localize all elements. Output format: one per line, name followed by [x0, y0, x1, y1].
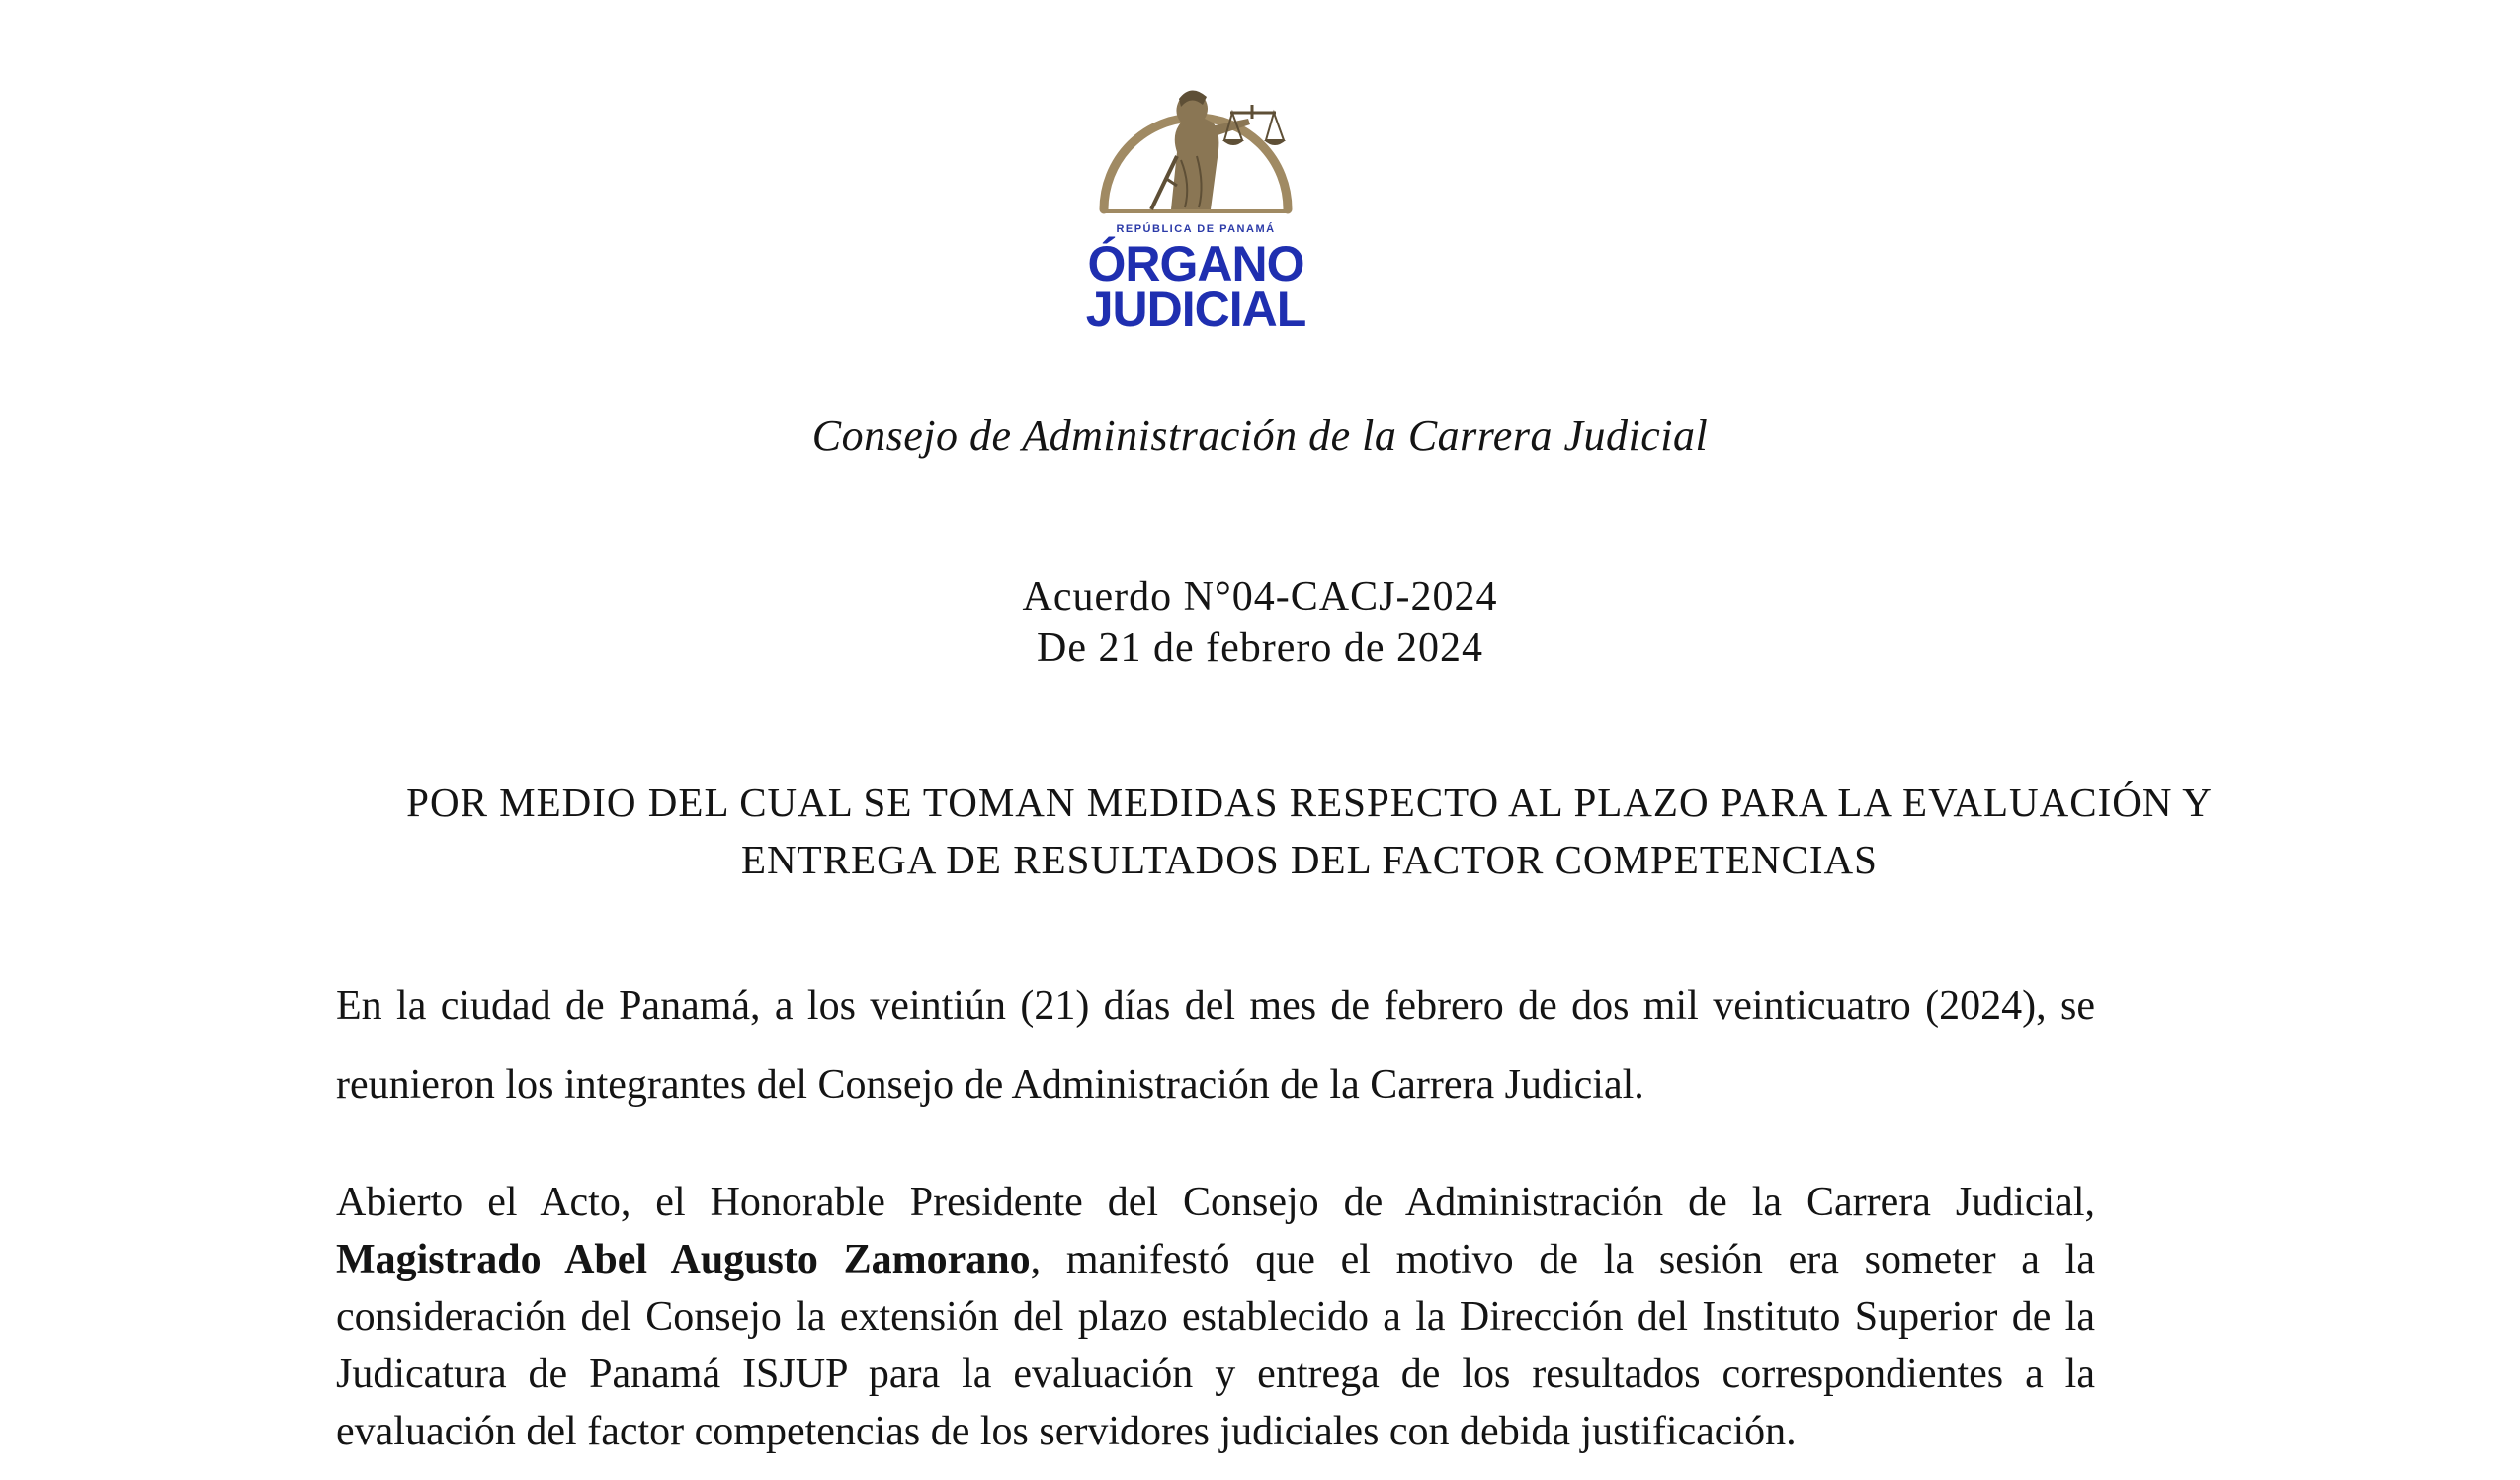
organo-judicial-seal: [1082, 61, 1309, 348]
lady-justice-emblem-icon: [1082, 61, 1309, 229]
agreement-number: Acuerdo N°04-CACJ-2024: [1022, 574, 1498, 619]
council-title: Consejo de Administración de la Carrera Judicial: [811, 411, 1709, 459]
agreement-block: [0, 571, 2520, 674]
paragraph-opening: [336, 1174, 2095, 1460]
agreement-date: De 21 de febrero de 2024: [1037, 625, 1483, 671]
document-heading: POR MEDIO DEL CUAL SE TOMAN MEDIDAS RESPECTO AL PLAZO PARA LA EVALUACIÓN Y ENTREGA DE RESULTADOS DEL FACTOR COMPETENCIAS: [406, 780, 2213, 882]
magistrate-name: Magistrado Abel Augusto Zamorano: [336, 1237, 1031, 1282]
seal-judicial-text: JUDICIAL: [1085, 282, 1306, 337]
seal-republica-text: REPÚBLICA DE PANAMÁ: [1116, 223, 1276, 235]
paragraph-opening-rest: , manifestó que el motivo de la sesión era someter a la consideración del Consejo la extensión del plazo establecido a la Dirección del Instituto Superior de la Judicatura de Panamá ISJUP para la evaluación y entrega de los resultados correspondientes a la evaluación del factor competencias de los servidores judiciales con debida justificación.: [336, 1237, 2095, 1454]
paragraph-meeting: En la ciudad de Panamá, a los veintiún (21) días del mes de febrero de dos mil veinticuatro (2024), se reunieron los integrantes del Consejo de Administración de la Carrera Judicial.: [336, 983, 2095, 1108]
seal-organo-text: ÓRGANO: [1087, 236, 1304, 291]
paragraph-opening-intro: Abierto el Acto, el Honorable Presidente del Consejo de Administración de la Carrera Judicial,: [336, 1180, 2095, 1225]
